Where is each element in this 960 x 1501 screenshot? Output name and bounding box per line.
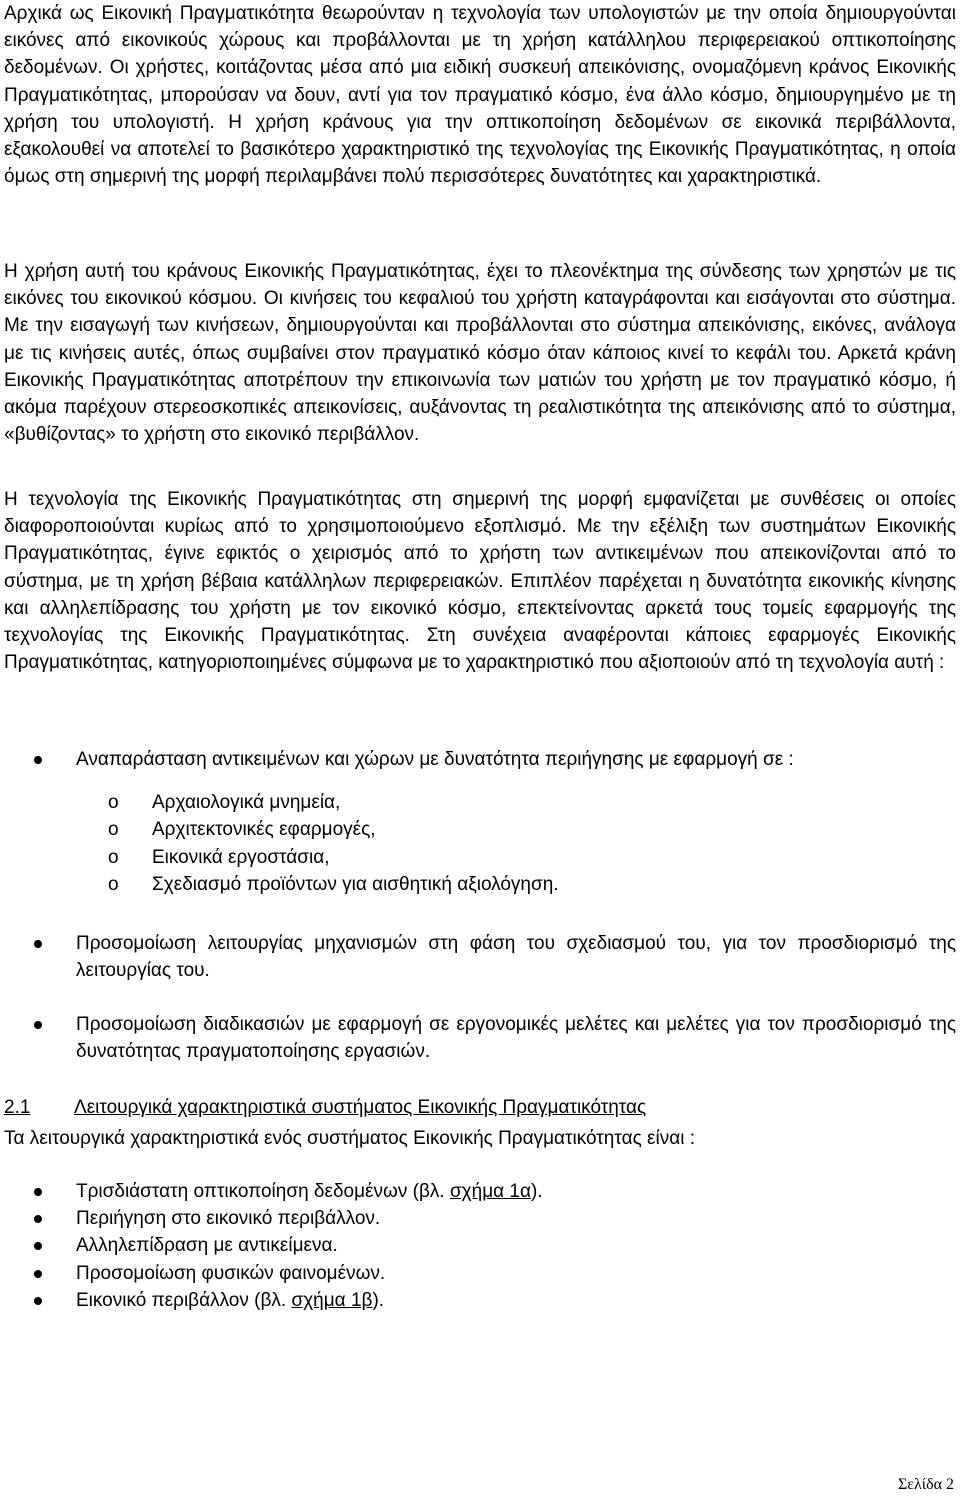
sub-list-item [4,789,956,816]
list-item-text: Αναπαράσταση αντικειμένων και χώρων με δυνατότητα περιήγησης με εφαρμογή σε : [76,749,794,770]
list-item-text: Προσομοίωση διαδικασιών με εφαρμογή σε εργονομικές μελέτες και μελέτες για τον προσδιορισμό της δυνατότητας πραγματοποίησης εργασιών. [76,1014,956,1063]
list-item-text: Προσομοίωση λειτουργίας μηχανισμών στη φάση του σχεδιασμού του, για τον προσδιορισμό της λειτουργίας του. [76,933,956,982]
applications-list [4,746,956,898]
paragraph-technology: Η τεχνολογία της Εικονικής Πραγματικότητας στη σημερινή της μορφή εμφανίζεται με συνθέσεις οι οποίες διαφοροποιούνται κυρίως από το χρησιμοποιούμενο εξοπλισμό. Με την εξέλιξη των συστημάτων Εικονικής Πραγματικότητας, έγινε εφικτός ο χειρισμός από το χρήστη των αντικειμένων που απεικονίζονται από το σύστημα, με τη χρήση βέβαια κατάλληλων περιφερειακών. Επιπλέον παρέχεται η δυνατότητα εικονικής κίνησης και αλληλεπίδρασης του χρήστη με τον εικονικό κόσμο, επεκτείνοντας αρκετά τους τομείς εφαρμογής της τεχνολογίας της Εικονικής Πραγματικότητας. Στη συνέχεια αναφέρονται κάποιες εφαρμογές Εικονικής Πραγματικότητας, κατηγοριοποιημένες σύμφωνα με το χαρακτηριστικό που αξιοποιούν από τη τεχνολογία αυτή : [4,489,956,674]
section-number: 2.1 [4,1097,31,1118]
list-item [4,1205,956,1232]
features-list [4,1178,956,1314]
list-item-text-end: ). [530,1181,543,1202]
bullet-icon [34,1021,42,1029]
bullet-icon [34,1215,42,1223]
circle-bullet-icon: o [108,873,119,895]
circle-bullet-icon: o [108,792,119,814]
applications-list-2 [4,930,956,984]
sub-list-item [4,871,956,898]
list-item [4,1011,956,1065]
applications-list-3 [4,1011,956,1065]
sub-list-item [4,816,956,843]
list-item-text: Εικονικό περιβάλλον (βλ. [76,1289,292,1311]
bullet-icon [34,756,42,764]
list-item [4,1287,956,1314]
bullet-icon [34,940,42,948]
bullet-icon [34,1270,42,1278]
section-title: Λειτουργικά χαρακτηριστικά συστήματος Εικονικής Πραγματικότητας [74,1097,647,1118]
list-item [4,930,956,984]
paragraph-helmet: Η χρήση αυτή του κράνους Εικονικής Πραγματικότητας, έχει το πλεονέκτημα της σύνδεσης των χρηστών με τις εικόνες του εικονικού κόσμου. Οι κινήσεις του κεφαλιού του χρήστη καταγράφονται και εισάγονται στο σύστημα. Με την εισαγωγή των κινήσεων, δημιουργούνται και προβάλλονται στο σύστημα απεικόνισης, εικόνες, ανάλογα με τις κινήσεις αυτές, όπως συμβαίνει στον πραγματικό κόσμο όταν κάποιος κινεί το κεφάλι του. Αρκετά κράνη Εικονικής Πραγματικότητας αποτρέπουν την επικοινωνία των ματιών του χρήστη με τον πραγματικό κόσμο, ή ακόμα παρέχουν στερεοσκοπικές απεικονίσεις, αυξάνοντας τη ρεαλιστικότητα της απεικόνισης από το σύστημα, «βυθίζοντας» το χρήστη στο εικονικό περιβάλλον. [4,261,956,446]
list-item-text: Προσομοίωση φυσικών φαινομένων. [76,1262,386,1284]
bullet-icon [34,1297,42,1305]
list-item [4,1232,956,1259]
section-heading [4,1094,646,1121]
bullet-icon [34,1242,42,1250]
circle-bullet-icon: o [108,846,119,868]
sub-list-item-text: Σχεδιασμό προϊόντων για αισθητική αξιολόγηση. [152,873,559,895]
figure-1a-link[interactable]: σχήμα 1α [449,1181,531,1202]
circle-bullet-icon: o [108,819,119,841]
list-item [4,1260,956,1287]
bullet-icon [34,1188,42,1196]
list-item-text: Περιήγηση στο εικονικό περιβάλλον. [76,1208,381,1230]
list-item [4,1178,956,1205]
sub-list-item [4,844,956,871]
list-item [4,746,956,898]
list-item-text-end: ). [372,1289,385,1311]
page-number: Σελίδα 2 [897,1476,954,1493]
sub-list-item-text: Αρχαιολογικά μνημεία, [152,792,341,814]
section-intro: Τα λειτουργικά χαρακτηριστικά ενός συστήματος Εικονικής Πραγματικότητας είναι : [4,1128,695,1149]
paragraph-intro: Αρχικά ως Εικονική Πραγματικότητα θεωρούνταν η τεχνολογία των υπολογιστών με την οποία δημιουργούνται εικόνες από εικονικούς χώρους και προβάλλονται με τη χρήση κατάλληλου περιφερειακού οπτικοποίησης δεδομένων. Οι χρήστες, κοιτάζοντας μέσα από μια ειδική συσκευή απεικόνισης, ονομαζόμενη κράνος Εικονικής Πραγματικότητας, μπορούσαν να δουν, αντί για τον πραγματικό κόσμο, ένα άλλο κόσμο, δημιουργημένο με τη χρήση του υπολογιστή. Η χρήση κράνους για την οπτικοποίηση δεδομένων σε εικονικά περιβάλλοντα, εξακολουθεί να αποτελεί το βασικότερο χαρακτηριστικό της τεχνολογίας της Εικονικής Πραγματικότητας, η οποία όμως στη σημερινή της μορφή περιλαμβάνει πολύ περισσότερες δυνατότητες και χαρακτηριστικά. [4,3,956,188]
list-item-text: Τρισδιάστατη οπτικοποίηση δεδομένων (βλ. [76,1181,450,1202]
sub-list [4,789,956,898]
sub-list-item-text: Εικονικά εργοστάσια, [152,846,330,868]
figure-1b-link[interactable]: σχήμα 1β [291,1289,373,1311]
sub-list-item-text: Αρχιτεκτονικές εφαρμογές, [152,819,376,841]
list-item-text: Αλληλεπίδραση με αντικείμενα. [76,1235,338,1257]
